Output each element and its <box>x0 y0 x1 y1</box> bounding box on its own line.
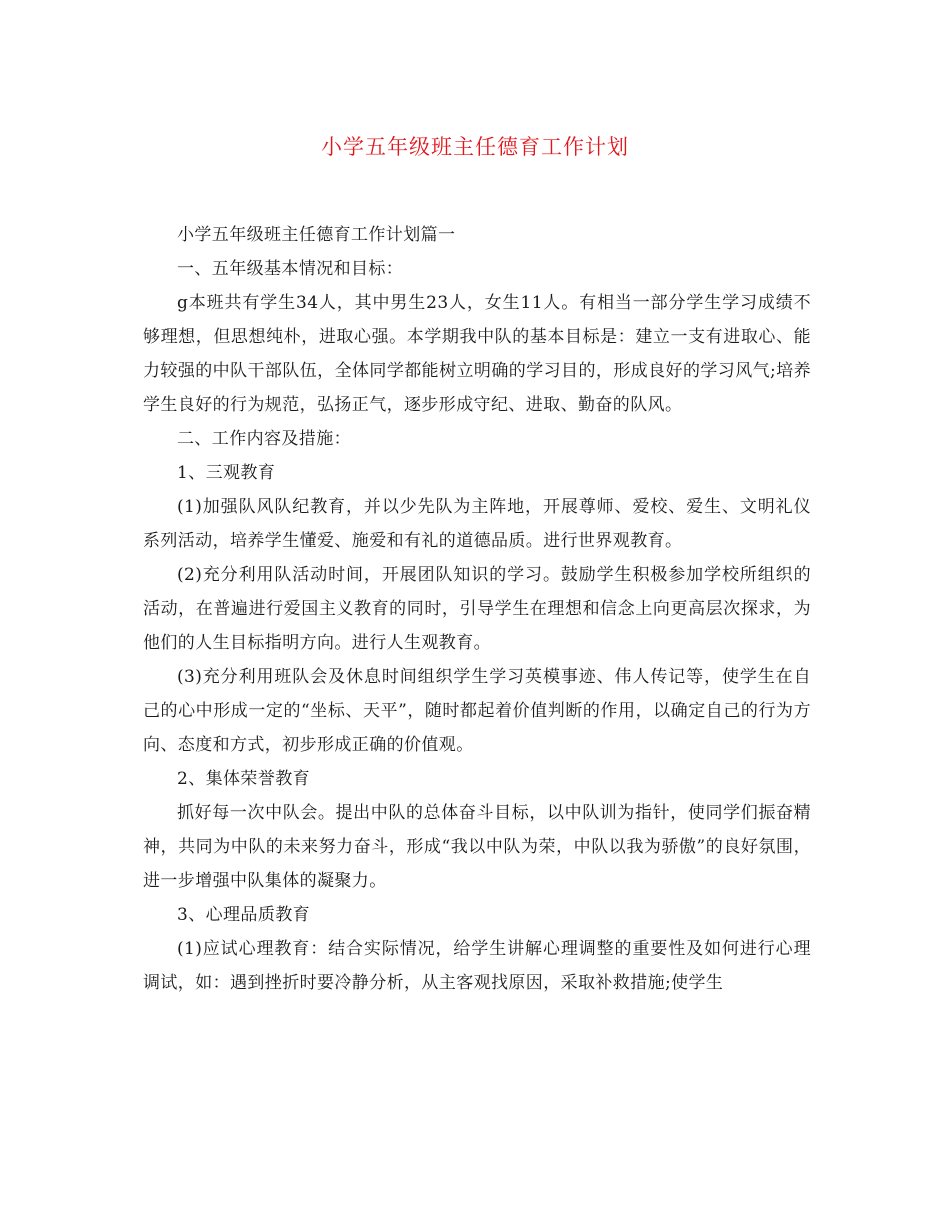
subheading-three-views: 1、三观教育 <box>177 463 276 483</box>
paragraph-values: (3)充分利用班队会及休息时间组织学生学习英模事迹、伟人传记等，使学生在自己的心中形成一定的“坐标、天平”，随时都起着价值判断的作用，以确定自己的行为方向、态度和方式，初步形成正确的价值观。 <box>143 667 811 755</box>
paragraph-outlook-on-life: (2)充分利用队活动时间，开展团队知识的学习。鼓励学生积极参加学校所组织的活动，在普遍进行爱国主义教育的同时，引导学生在理想和信念上向更高层次探求，为他们的人生目标指明方向。进行人生观教育。 <box>143 565 811 653</box>
paragraph-exam-psychology: (1)应试心理教育：结合实际情况，给学生讲解心理调整的重要性及如何进行心理调试，如：遇到挫折时要冷静分析，从主客观找原因，采取补救措施;使学生 <box>143 939 811 993</box>
document-body <box>143 218 811 1000</box>
document-title: 小学五年级班主任德育工作计划 <box>321 135 629 159</box>
paragraph-worldview: (1)加强队风队纪教育，并以少先队为主阵地，开展尊师、爱校、爱生、文明礼仪系列活动，培养学生懂爱、施爱和有礼的道德品质。进行世界观教育。 <box>143 497 811 551</box>
subheading-psychology: 3、心理品质教育 <box>177 905 311 925</box>
heading-part-one: 小学五年级班主任德育工作计划篇一 <box>177 225 456 245</box>
paragraph-class-overview: g本班共有学生34人，其中男生23人，女生11人。有相当一部分学生学习成绩不够理想，但思想纯朴，进取心强。本学期我中队的基本目标是：建立一支有进取心、能力较强的中队干部队伍，全体同学都能树立明确的学习目的，形成良好的学习风气;培养学生良好的行为规范，弘扬正气，逐步形成守纪、进取、勤奋的队风。 <box>143 293 811 415</box>
paragraph-collective-honor: 抓好每一次中队会。提出中队的总体奋斗目标，以中队训为指针，使同学们振奋精神，共同为中队的未来努力奋斗，形成“我以中队为荣，中队以我为骄傲”的良好氛围，进一步增强中队集体的凝聚力。 <box>143 803 811 891</box>
subheading-collective-honor: 2、集体荣誉教育 <box>177 769 311 789</box>
section-heading-measures: 二、工作内容及措施： <box>177 429 351 449</box>
section-heading-basic-info: 一、五年级基本情况和目标： <box>177 259 404 279</box>
